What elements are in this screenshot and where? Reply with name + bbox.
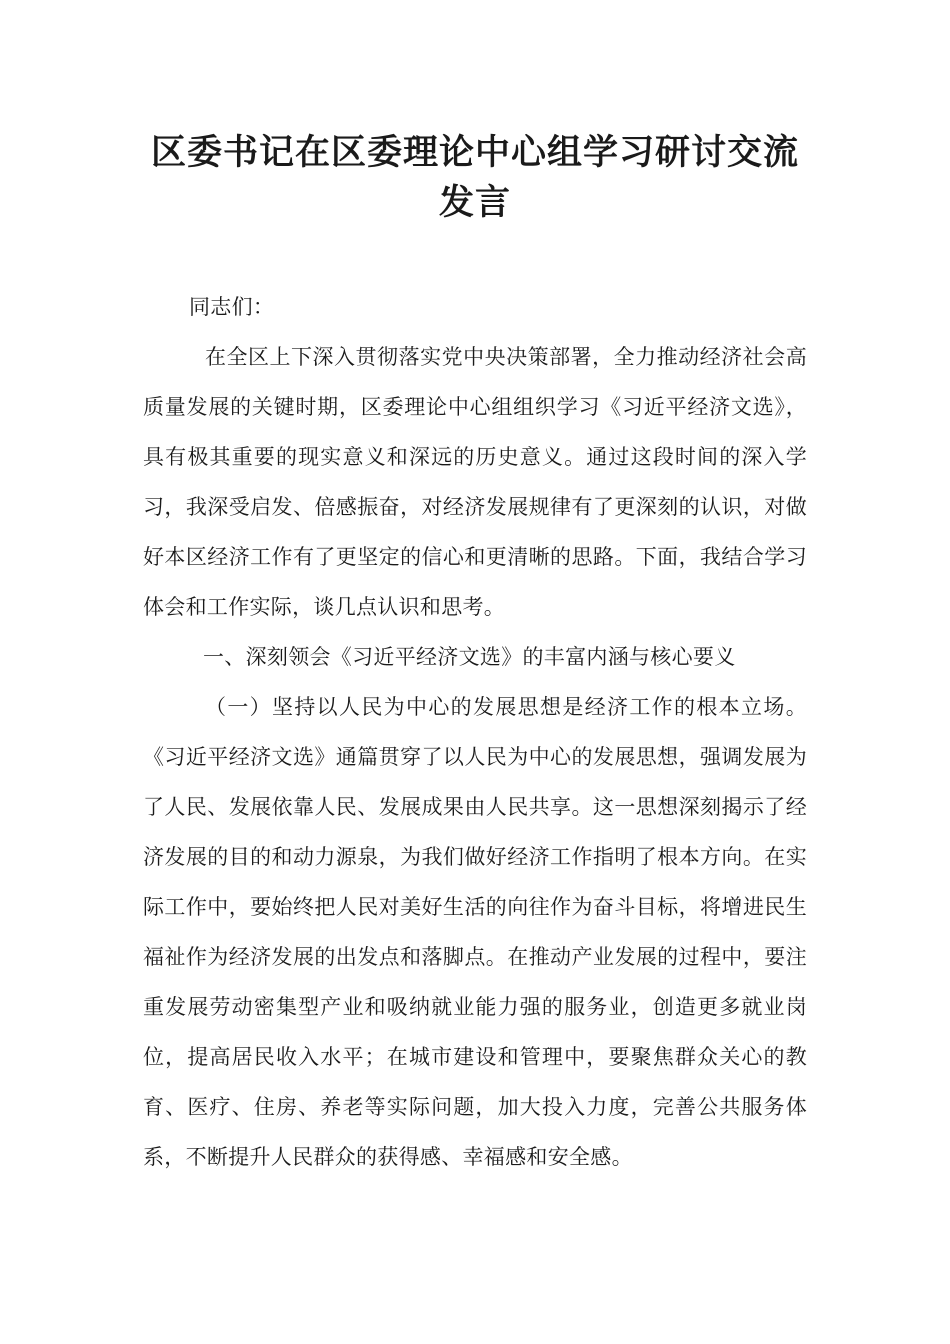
title-line-1: 区委书记在区委理论中心组学习研讨交流 [150,133,799,173]
section-point-paragraph: （一）坚持以人民为中心的发展思想是经济工作的根本立场。《习近平经济文选》通篇贯穿了以人民为中心的发展思想，强调发展为了人民、发展依靠人民、发展成果由人民共享。这一思想深刻揭示了经济发展的目的和动力源泉，为我们做好经济工作指明了根本方向。在实际工作中，要始终把人民对美好生活的向往作为奋斗目标，将增进民生福祉作为经济发展的出发点和落脚点。在推动产业发展的过程中，要注重发展劳动密集型产业和吸纳就业能力强的服务业，创造更多就业岗位，提高居民收入水平；在城市建设和管理中，要聚焦群众关心的教育、医疗、住房、养老等实际问题，加大投入力度，完善公共服务体系，不断提升人民群众的获得感、幸福感和安全感。 [143,695,807,1169]
title-line-2: 发言 [438,183,511,223]
salutation: 同志们： [189,295,275,319]
section-heading: 一、深刻领会《习近平经济文选》的丰富内涵与核心要义 [203,645,736,669]
intro-paragraph: 在全区上下深入贯彻落实党中央决策部署，全力推动经济社会高质量发展的关键时期，区委理论中心组组织学习《习近平经济文选》，具有极其重要的现实意义和深远的历史意义。通过这段时间的深入学习，我深受启发、倍感振奋，对经济发展规律有了更深刻的认识，对做好本区经济工作有了更坚定的信心和更清晰的思路。下面，我结合学习体会和工作实际，谈几点认识和思考。 [143,345,807,619]
document-body [143,282,807,1182]
document-title [100,128,850,228]
